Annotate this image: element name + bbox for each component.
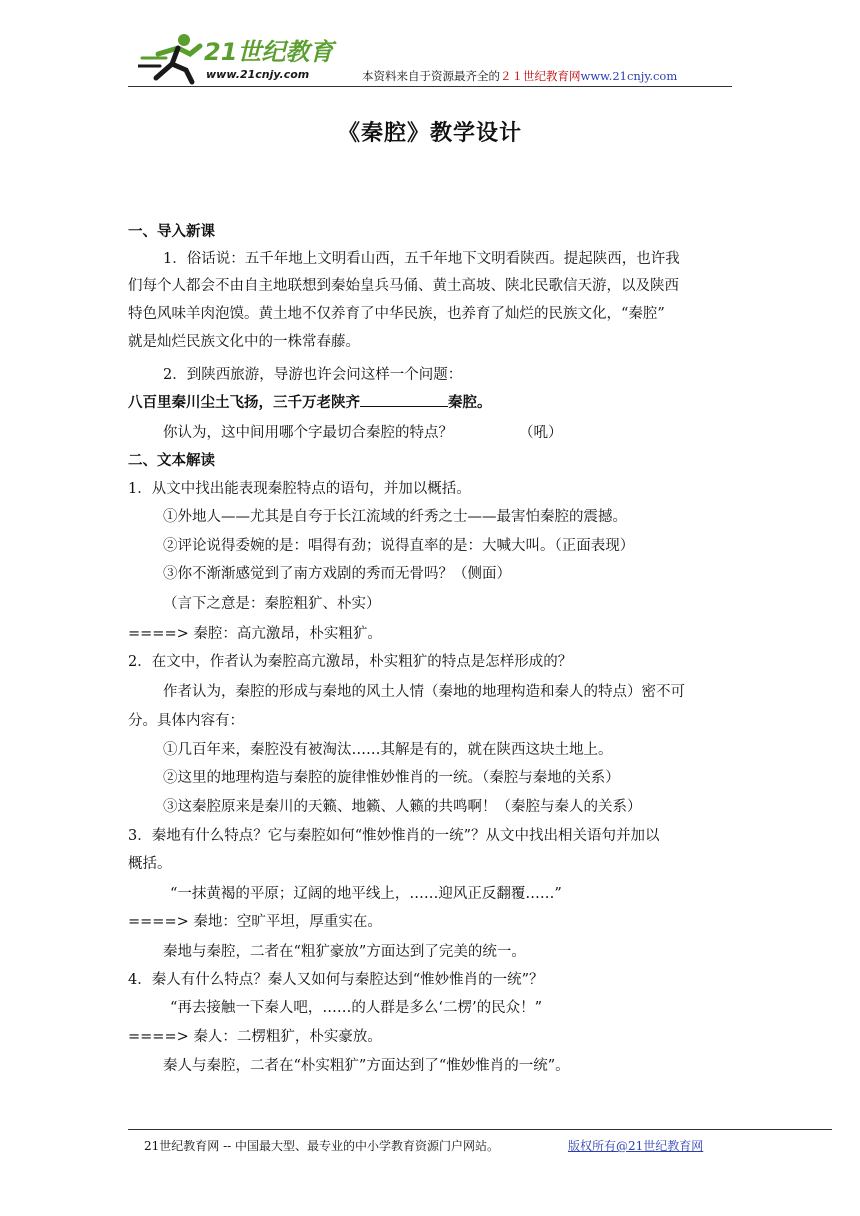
header-url-link[interactable]: www.21cnjy.com <box>580 69 678 83</box>
list-item: ②这里的地理构造与秦腔的旋律惟妙惟肖的一统。（秦腔与秦地的关系） <box>163 770 620 786</box>
conclusion-line: ====> 秦地：空旷平坦，厚重实在。 <box>128 914 382 930</box>
fill-blank-prefix: 八百里秦川尘土飞扬，三千万老陕齐 <box>128 394 360 411</box>
paragraph-line: 秦地与秦腔，二者在“粗犷豪放”方面达到了完美的统一。 <box>163 944 526 960</box>
section-heading-1: 一、导入新课 <box>128 223 215 240</box>
question-line: 4．秦人有什么特点？秦人又如何与秦腔达到“惟妙惟肖的一统”？ <box>128 972 544 988</box>
question-line <box>163 421 563 442</box>
fill-blank-line <box>360 392 448 407</box>
paragraph-line: 们每个人都会不由自主地联想到秦始皇兵马俑、黄土高坡、陕北民歌信天游，以及陕西 <box>128 278 679 294</box>
paragraph-line: （言下之意是：秦腔粗犷、朴实） <box>163 596 381 612</box>
list-item: ①几百年来，秦腔没有被淘汰……其解是有的，就在陕西这块土地上。 <box>163 742 613 758</box>
paragraph-line: 作者认为，秦腔的形成与秦地的风土人情（秦地的地理构造和秦人的特点）密不可 <box>163 684 685 700</box>
conclusion-line: ====> 秦腔：高亢激昂，朴实粗犷。 <box>128 626 382 642</box>
paragraph-line: 2．到陕西旅游，导游也许会问这样一个问题： <box>163 367 463 383</box>
conclusion-line: ====> 秦人：二楞粗犷，朴实豪放。 <box>128 1029 382 1045</box>
runner-icon <box>138 34 200 82</box>
footer-site-description: 21世纪教育网 -- 中国最大型、最专业的中小学教育资源门户网站。 <box>144 1139 500 1153</box>
logo-title: 21世纪教育 <box>204 38 334 66</box>
fill-blank-question <box>128 391 492 412</box>
document-title: 《秦腔》教学设计 <box>337 120 522 146</box>
question-line: 概括。 <box>128 856 172 872</box>
header-divider <box>128 86 732 87</box>
header-notice <box>362 68 677 84</box>
quote-line: “再去接触一下秦人吧，……的人群是多么‘二楞’的民众！” <box>170 1000 543 1016</box>
list-item: ③你不渐渐感觉到了南方戏剧的秀而无骨吗？（侧面） <box>163 566 511 582</box>
section-heading-2: 二、文本解读 <box>128 452 215 469</box>
list-item: ③这秦腔原来是秦川的天籁、地籁、人籁的共鸣啊！（秦腔与秦人的关系） <box>163 799 642 815</box>
footer-divider <box>128 1129 832 1130</box>
logo-url: www.21cnjy.com <box>206 68 310 81</box>
list-item: ①外地人——尤其是自夸于长江流域的纤秀之士——最害怕秦腔的震撼。 <box>163 509 627 525</box>
paragraph-line: 秦人与秦腔，二者在“朴实粗犷”方面达到了“惟妙惟肖的一统”。 <box>163 1058 570 1074</box>
question-line: 2．在文中，作者认为秦腔高亢激昂，朴实粗犷的特点是怎样形成的？ <box>128 654 573 670</box>
header-brand-link[interactable]: ２１世纪教育网 <box>500 69 581 83</box>
site-logo <box>138 28 358 86</box>
answer-text: （吼） <box>519 425 563 441</box>
question-line: 1．从文中找出能表现秦腔特点的语句，并加以概括。 <box>128 481 471 497</box>
quote-line: “一抹黄褐的平原；辽阔的地平线上，……迎风正反翻覆……” <box>170 886 562 902</box>
paragraph-line: 特色风味羊肉泡馍。黄土地不仅养育了中华民族，也养育了灿烂的民族文化，“秦腔” <box>128 306 665 322</box>
list-item: ②评论说得委婉的是：唱得有劲；说得直率的是：大喊大叫。（正面表现） <box>163 538 635 554</box>
paragraph-line: 分。具体内容有： <box>128 713 244 729</box>
paragraph-line: 1．俗话说：五千年地上文明看山西，五千年地下文明看陕西。提起陕西，也许我 <box>163 251 680 267</box>
question-line: 3．秦地有什么特点？它与秦腔如何“惟妙惟肖的一统”？从文中找出相关语句并加以 <box>128 828 660 844</box>
paragraph-line: 就是灿烂民族文化中的一株常春藤。 <box>128 334 360 350</box>
footer-copyright-link[interactable]: 版权所有@21世纪教育网 <box>568 1139 704 1153</box>
question-text: 你认为，这中间用哪个字最切合秦腔的特点？ <box>163 425 453 441</box>
header-notice-prefix: 本资料来自于资源最齐全的 <box>362 69 500 83</box>
fill-blank-suffix: 秦腔。 <box>448 394 492 411</box>
